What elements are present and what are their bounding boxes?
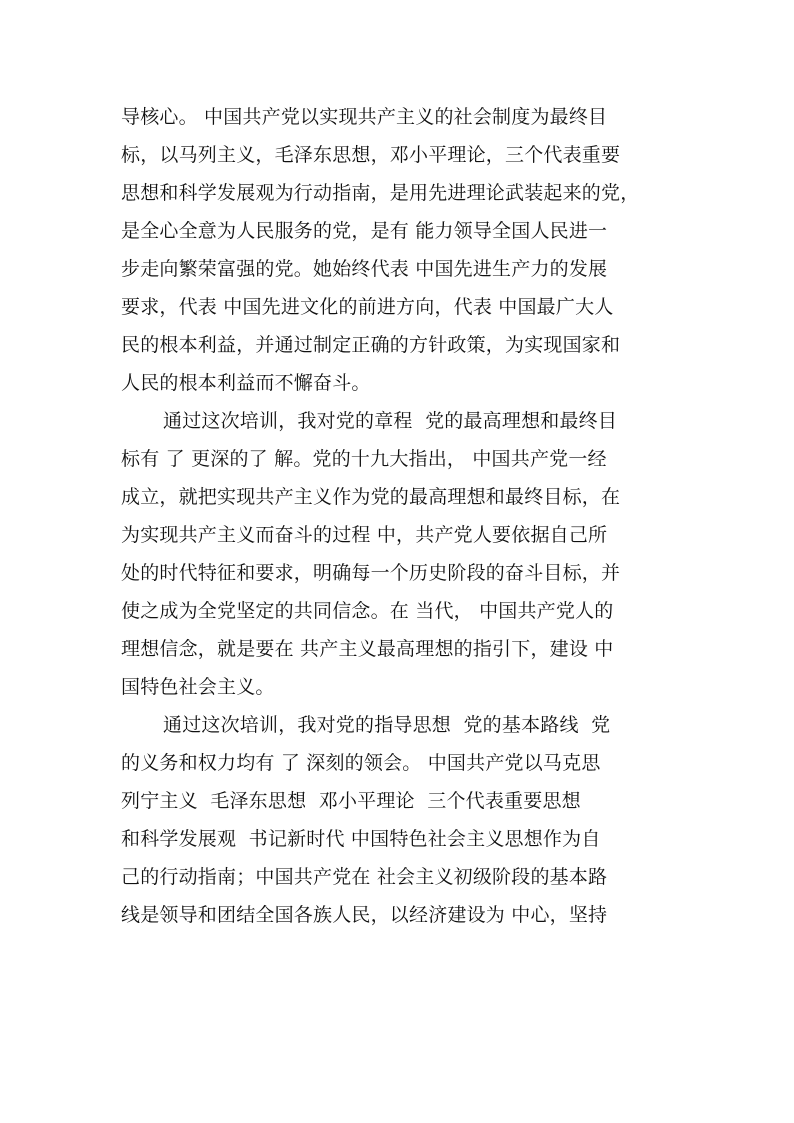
- text-line: 通过这次培训，我对党的指导思想 党的基本路线 党: [163, 714, 611, 736]
- text-line: 通过这次培训，我对党的章程 党的最高理想和最终目: [163, 410, 618, 432]
- text-line: 理想信念，就是要在 共产主义最高理想的指引下，建设 中: [121, 638, 614, 660]
- text-line: 导核心。 中国共产党以实现共产主义的社会制度为最终目: [121, 106, 608, 128]
- text-line: 列宁主义 毛泽东思想 邓小平理论 三个代表重要思想: [121, 790, 581, 812]
- text-line: 人民的根本利益而不懈奋斗。: [121, 372, 371, 394]
- text-line: 标有 了 更深的了 解。党的十九大指出， 中国共产党一经: [121, 448, 607, 470]
- text-line: 的义务和权力均有 了 深刻的领会。 中国共产党以马克思: [121, 752, 601, 774]
- text-line: 是全心全意为人民服务的党，是有 能力领导全国人民进一: [121, 220, 608, 242]
- text-line: 线是领导和团结全国各族人民，以经济建设为 中心，坚持: [121, 904, 608, 926]
- paragraph-1: [121, 98, 681, 402]
- text-line: 民的根本利益，并通过制定正确的方针政策，为实现国家和: [121, 334, 621, 356]
- text-line: 步走向繁荣富强的党。她始终代表 中国先进生产力的发展: [121, 258, 608, 280]
- text-line: 为实现共产主义而奋斗的过程 中，共产党人要依据自己所: [121, 524, 608, 546]
- text-line: 成立，就把实现共产主义作为党的最高理想和最终目标，在: [121, 486, 621, 508]
- text-line: 思想和科学发展观为行动指南，是用先进理论武装起来的党，: [121, 182, 640, 204]
- text-line: 使之成为全党坚定的共同信念。在 当代， 中国共产党人的: [121, 600, 614, 622]
- text-line: 己的行动指南；中国共产党在 社会主义初级阶段的基本路: [121, 866, 608, 888]
- text-line: 标，以马列主义，毛泽东思想，邓小平理论，三个代表重要: [121, 144, 621, 166]
- text-line: 处的时代特征和要求，明确每一个历史阶段的奋斗目标，并: [121, 562, 621, 584]
- text-line: 和科学发展观 书记新时代 中国特色社会主义思想作为自: [121, 828, 601, 850]
- paragraph-2: [121, 402, 681, 706]
- paragraph-3: [121, 706, 681, 934]
- text-line: 要求，代表 中国先进文化的前进方向，代表 中国最广大人: [121, 296, 614, 318]
- document-body: [121, 98, 681, 934]
- text-line: 国特色社会主义。: [121, 676, 275, 698]
